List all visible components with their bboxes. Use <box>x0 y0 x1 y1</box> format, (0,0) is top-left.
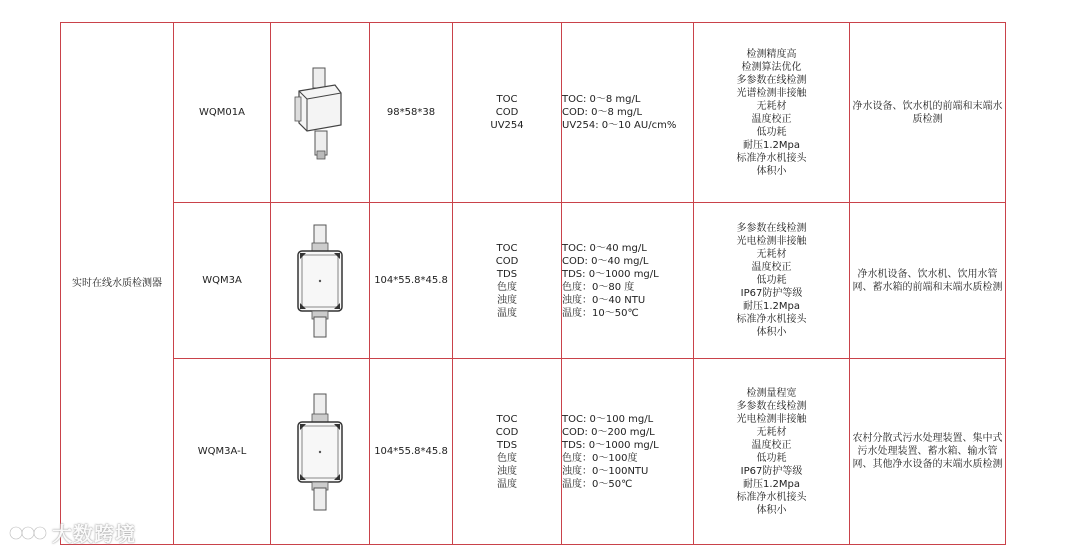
size-cell: 104*55.8*45.8 <box>370 203 453 359</box>
range-item: 浊度：0～40 NTU <box>562 294 646 306</box>
param-item: 温度 <box>497 478 517 490</box>
param-item: UV254 <box>490 120 524 131</box>
range-item: COD: 0～8 mg/L <box>562 107 643 118</box>
param-item: TOC <box>496 94 518 105</box>
param-item: TOC <box>496 413 518 425</box>
model-cell: WQM3A <box>174 203 271 359</box>
range-item: TOC: 0～40 mg/L <box>562 242 647 254</box>
feature-item: 多参数在线检测 <box>736 223 807 234</box>
feature-item: 检测精度高 <box>746 48 797 60</box>
feature-item: 温度校正 <box>751 262 792 273</box>
features-cell <box>694 359 850 545</box>
range-cell <box>562 23 694 203</box>
feature-item: 低功耗 <box>756 126 787 138</box>
range-item: 温度：0～50℃ <box>562 478 633 490</box>
application-cell: 净水机设备、饮水机、饮用水管网、蓄水箱的前端和末端水质检测 <box>850 203 1006 359</box>
feature-item: 低功耗 <box>756 452 787 464</box>
range-item: COD: 0～200 mg/L <box>562 426 655 438</box>
feature-item: 光电检测非接触 <box>736 236 807 247</box>
range-item: UV254: 0～10 AU/cm% <box>562 120 677 131</box>
sensor-wqm01a-icon <box>285 63 355 163</box>
feature-item: 检测量程宽 <box>746 387 797 399</box>
range-item: 色度：0～100度 <box>562 452 638 464</box>
param-item: 浊度 <box>497 465 517 477</box>
image-cell <box>271 23 370 203</box>
feature-item: 体积小 <box>756 504 787 516</box>
feature-item: IP67防护等级 <box>740 465 803 477</box>
feature-item: 多参数在线检测 <box>736 400 807 412</box>
category-cell: 实时在线水质检测器 <box>61 23 174 545</box>
watermark-logo-icon <box>8 522 48 544</box>
param-item: TOC <box>496 242 518 254</box>
feature-item: 耐压1.2Mpa <box>742 139 800 151</box>
image-cell <box>271 203 370 359</box>
watermark <box>8 518 136 547</box>
feature-item: 检测算法优化 <box>741 61 802 73</box>
params-cell <box>453 23 562 203</box>
model-cell: WQM3A-L <box>174 359 271 545</box>
param-item: 温度 <box>497 307 517 319</box>
feature-item: 温度校正 <box>751 439 792 451</box>
features-cell <box>694 203 850 359</box>
params-cell <box>453 203 562 359</box>
feature-item: 无耗材 <box>756 249 787 260</box>
param-item: TDS <box>496 268 518 280</box>
range-item: 色度：0～80 度 <box>562 281 635 293</box>
range-item: COD: 0～40 mg/L <box>562 255 649 267</box>
param-item: 色度 <box>497 281 517 293</box>
feature-item: 体积小 <box>756 165 787 177</box>
image-cell <box>271 359 370 545</box>
sensor-wqm3a-icon <box>290 223 350 339</box>
feature-item: IP67防护等级 <box>740 288 803 299</box>
range-item: TOC: 0～8 mg/L <box>562 94 641 105</box>
table-row <box>61 359 1006 545</box>
range-item: 温度：10～50℃ <box>562 307 639 319</box>
application-cell: 农村分散式污水处理装置、集中式污水处理装置、蓄水箱、输水管网、其他净水设备的末端水质检测 <box>850 359 1006 545</box>
range-cell <box>562 359 694 545</box>
feature-item: 无耗材 <box>756 426 787 438</box>
params-cell <box>453 359 562 545</box>
table-row <box>61 23 1006 203</box>
feature-item: 光电检测非接触 <box>736 413 807 425</box>
range-item: TDS: 0～1000 mg/L <box>562 439 659 451</box>
features-cell <box>694 23 850 203</box>
feature-item: 标准净水机接头 <box>736 152 807 164</box>
param-item: 色度 <box>497 452 517 464</box>
size-cell: 104*55.8*45.8 <box>370 359 453 545</box>
table-row <box>61 203 1006 359</box>
range-item: TDS: 0～1000 mg/L <box>562 268 659 280</box>
feature-item: 耐压1.2Mpa <box>742 478 800 490</box>
application-cell: 净水设备、饮水机的前端和末端水质检测 <box>850 23 1006 203</box>
feature-item: 无耗材 <box>756 100 787 112</box>
param-item: COD <box>495 426 519 438</box>
range-item: 浊度：0～100NTU <box>562 465 649 477</box>
range-item: TOC: 0～100 mg/L <box>562 413 654 425</box>
feature-item: 标准净水机接头 <box>736 314 807 325</box>
param-item: 浊度 <box>497 294 517 306</box>
feature-item: 低功耗 <box>756 275 787 286</box>
model-cell: WQM01A <box>174 23 271 203</box>
feature-item: 温度校正 <box>751 113 792 125</box>
feature-item: 体积小 <box>756 327 787 338</box>
sensor-wqm3a-l-icon <box>290 392 350 512</box>
spec-table <box>60 22 1006 545</box>
feature-item: 标准净水机接头 <box>736 491 807 503</box>
size-cell: 98*58*38 <box>370 23 453 203</box>
feature-item: 耐压1.2Mpa <box>742 301 800 312</box>
param-item: COD <box>495 255 519 267</box>
param-item: COD <box>495 107 519 118</box>
watermark-text: 大数跨境 <box>52 522 136 546</box>
param-item: TDS <box>496 439 518 451</box>
feature-item: 光谱检测非接触 <box>736 87 807 99</box>
range-cell <box>562 203 694 359</box>
feature-item: 多参数在线检测 <box>736 74 807 86</box>
